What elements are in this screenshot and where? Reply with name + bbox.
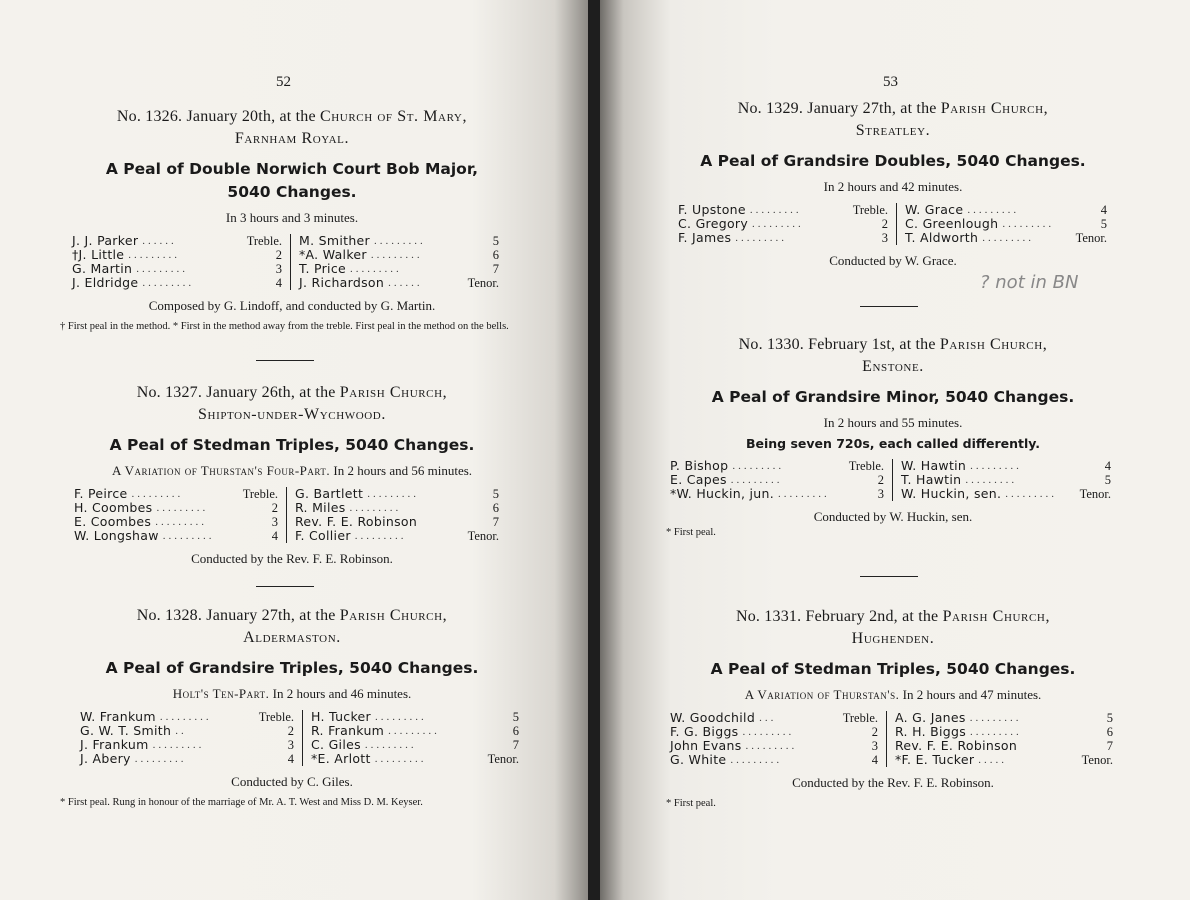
ringer-name: W. Frankum [80,709,156,724]
ringer-row: W. Longshaw ......... 4 [74,528,278,543]
ringer-row: R. H. Biggs ......... 6 [895,724,1113,739]
bell-number: Treble. [842,711,878,725]
ringer-name: J. J. Parker [72,233,139,248]
peal-title: A Peal of Grandsire Triples, 5040 Changes. [105,659,479,677]
ringer-name: J. Eldridge [72,275,139,290]
ringer-row: W. Huckin, sen. ......... Tenor. [901,486,1111,501]
ringer-name: W. Grace [905,202,964,217]
band-table [666,711,1120,767]
band-column-left [670,711,887,767]
page-number: 53 [883,74,898,90]
ringer-name: J. Frankum [80,737,149,752]
peal-date: No. 1331. February 2nd, at the [735,608,943,625]
peal-title [60,158,524,204]
ringer-name: J. Richardson [299,275,385,290]
ringer-row: F. G. Biggs ......... 2 [670,724,878,739]
peal-duration: In 2 hours and 42 minutes. [823,179,963,194]
band-column-right [897,203,1107,245]
ringer-name: *W. Huckin, jun. [670,486,774,501]
ringer-name: John Evans [670,738,742,753]
bell-number: 5 [492,487,499,501]
section-divider [860,306,918,307]
ringer-row: G. Martin ......... 3 [72,261,282,276]
duration-text: In 2 hours and 56 minutes. [330,463,473,478]
ringer-row: *A. Walker ......... 6 [299,247,499,262]
ringer-row [295,515,499,529]
band-table [60,710,524,766]
ringer-name: F. James [678,230,732,245]
bell-number: 5 [512,710,519,724]
conducted-by: Composed by G. Lindoff, and conducted by G. Martin. [148,298,436,313]
bell-number: 2 [881,217,888,231]
ringer-name: †J. Little [72,247,125,262]
ringer-row: F. James ......... 3 [678,230,888,245]
ringer-name: G. Bartlett [295,486,364,501]
church-name: Parish Church, [339,384,448,401]
bell-number: Treble. [852,203,888,217]
composition-name: A Variation of Thurstan's. [744,687,900,702]
ringer-row: J. Richardson ...... Tenor. [299,275,499,290]
footnote: * First peal. [666,798,716,809]
ringer-row: J. Eldridge ......... 4 [72,275,282,290]
section-divider [860,576,918,577]
ringer-row: R. Frankum ......... 6 [311,723,519,738]
bell-number: 5 [1100,217,1107,231]
ringer-name: G. Martin [72,261,133,276]
left-page [0,0,590,900]
band-column-right [887,711,1113,767]
church-name: Parish Church, [940,100,1049,117]
ringer-row: *E. Arlott ......... Tenor. [311,751,519,766]
section-divider [256,360,314,361]
ringer-row: J. Abery ......... 4 [80,751,294,766]
conducted-by: Conducted by W. Huckin, sen. [813,509,973,524]
bell-number: 4 [1100,203,1107,217]
ringer-name: F. Collier [295,528,351,543]
duration-text: In 2 hours and 47 minutes. [899,687,1042,702]
bell-number: 5 [1106,711,1113,725]
ringer-row: R. Miles ......... 6 [295,500,499,515]
ringer-row: F. Peirce ......... Treble. [74,486,278,501]
church-name: Church of St. Mary, [319,108,468,125]
ringer-row: E. Coombes ......... 3 [74,514,278,529]
band-table [666,203,1120,245]
band-column-left [80,710,303,766]
ringer-name: H. Coombes [74,500,153,515]
band-column-left [74,487,287,543]
peal-date: No. 1330. February 1st, at the [738,336,940,353]
bell-number: 6 [1106,725,1113,739]
peal-record-1331 [666,606,1120,810]
bell-number: Treble. [258,710,294,724]
page-number: 52 [276,74,291,90]
ringer-row: G. W. T. Smith .. 2 [80,723,294,738]
bell-number: 6 [512,724,519,738]
peal-heading [666,606,1120,650]
peal-record-1328 [60,605,524,809]
peal-title: A Peal of Grandsire Doubles, 5040 Changes. [700,152,1086,170]
bell-number: 2 [275,248,282,262]
band-table [60,487,524,543]
peal-heading [60,106,524,150]
peal-duration [666,687,1120,703]
composition-name: A Variation of Thurstan's Four-Part. [111,463,331,478]
ringer-name: J. Abery [80,751,131,766]
peal-title-line: A Peal of Double Norwich Court Bob Major, [105,160,479,178]
ringer-name: G. White [670,752,727,767]
ringer-name: C. Greenlough [905,216,999,231]
ringer-row: H. Coombes ......... 2 [74,500,278,515]
ringer-row: W. Grace ......... 4 [905,202,1107,217]
bell-number: 5 [1104,473,1111,487]
bell-number: 4 [271,529,278,543]
ringer-name: *E. Arlott [311,751,371,766]
bell-number: Tenor. [1075,231,1107,245]
ringer-name: Rev. F. E. Robinson [895,738,1018,753]
footnote: * First peal. Rung in honour of the marriage of Mr. A. T. West and Miss D. M. Keyser. [60,797,423,808]
bell-number: 2 [877,473,884,487]
bell-number: 6 [492,501,499,515]
ringer-name: F. Upstone [678,202,746,217]
conducted-by: Conducted by the Rev. F. E. Robinson. [191,551,393,566]
peal-heading [60,382,524,426]
ringer-row: F. Collier ......... Tenor. [295,528,499,543]
band-column-right [291,234,499,290]
peal-heading [666,98,1120,142]
ringer-row: *F. E. Tucker ..... Tenor. [895,752,1113,767]
ringer-name: M. Smither [299,233,370,248]
bell-number: Treble. [848,459,884,473]
bell-number: 7 [492,515,499,529]
peal-date: No. 1326. January 20th, at the [116,108,320,125]
ringer-row: T. Hawtin ......... 5 [901,472,1111,487]
ringer-row: John Evans ......... 3 [670,738,878,753]
ringer-row: W. Frankum ......... Treble. [80,709,294,724]
ringer-name: G. W. T. Smith [80,723,172,738]
handwritten-note: ? not in BN [980,272,1079,293]
composition-name: Holt's Ten-Part. [172,686,270,701]
band-column-right [287,487,499,543]
bell-number: 3 [877,487,884,501]
peal-date: No. 1329. January 27th, at the [737,100,941,117]
church-name: Parish Church, [339,607,448,624]
bell-number: 7 [1106,739,1113,753]
right-page [600,0,1190,900]
peal-duration [60,463,524,479]
bell-number: 2 [871,725,878,739]
ringer-row: A. G. Janes ......... 5 [895,710,1113,725]
band-column-left [72,234,291,290]
ringer-row: F. Upstone ......... Treble. [678,202,888,217]
church-name: Parish Church, [939,336,1048,353]
ringer-name: R. Miles [295,500,346,515]
bell-number: 4 [871,753,878,767]
conducted-by: Conducted by C. Giles. [231,774,353,789]
ringer-name: *A. Walker [299,247,367,262]
bell-number: 4 [1104,459,1111,473]
peal-record-1327 [60,382,524,567]
ringer-row: T. Price ......... 7 [299,261,499,276]
bell-number: Tenor. [467,276,499,290]
ringer-name: E. Coombes [74,514,152,529]
peal-note: Being seven 720s, each called differently. [745,436,1041,451]
ringer-name: R. Frankum [311,723,385,738]
ringer-name: R. H. Biggs [895,724,967,739]
ringer-name: H. Tucker [311,709,371,724]
ringer-name: C. Giles [311,737,361,752]
bell-number: 3 [271,515,278,529]
ringer-name: F. G. Biggs [670,724,739,739]
ringer-name: A. G. Janes [895,710,966,725]
band-table [666,459,1120,501]
bell-number: 2 [287,724,294,738]
ringer-row [895,739,1113,753]
band-table [60,234,524,290]
bell-number: 6 [492,248,499,262]
bell-number: 3 [287,738,294,752]
ringer-row: J. J. Parker ...... Treble. [72,233,282,248]
bell-number: Treble. [242,487,278,501]
peal-date: No. 1328. January 27th, at the [136,607,340,624]
ringer-name: F. Peirce [74,486,128,501]
conducted-by: Conducted by the Rev. F. E. Robinson. [792,775,994,790]
ringer-row: P. Bishop ......... Treble. [670,458,884,473]
ringer-row: C. Gregory ......... 2 [678,216,888,231]
section-divider [256,586,314,587]
ringer-name: W. Huckin, sen. [901,486,1002,501]
ringer-name: Rev. F. E. Robinson [295,514,418,529]
ringer-name: T. Aldworth [905,230,979,245]
ringer-row: C. Giles ......... 7 [311,737,519,752]
footnote: * First peal. [666,527,716,538]
ringer-row: W. Hawtin ......... 4 [901,458,1111,473]
footnote: † First peal in the method. * First in the method away from the treble. First peal in the method on the bells. [60,321,509,332]
peal-date: No. 1327. January 26th, at the [136,384,340,401]
bell-number: 3 [275,262,282,276]
ringer-row: †J. Little ......... 2 [72,247,282,262]
ringer-name: W. Hawtin [901,458,967,473]
place-name: Shipton-under-Wychwood. [198,406,386,423]
peal-title: A Peal of Grandsire Minor, 5040 Changes. [711,388,1075,406]
ringer-row: G. White ......... 4 [670,752,878,767]
band-column-left [670,459,893,501]
ringer-row: M. Smither ......... 5 [299,233,499,248]
ringer-row: H. Tucker ......... 5 [311,709,519,724]
ringer-row: C. Greenlough ......... 5 [905,216,1107,231]
place-name: Streatley. [855,122,931,139]
peal-title-line: 5040 Changes. [227,183,357,201]
peal-duration: In 2 hours and 55 minutes. [823,415,963,430]
ringer-name: P. Bishop [670,458,729,473]
peal-record-1329 [666,98,1120,269]
bell-number: Tenor. [1081,753,1113,767]
bell-number: Treble. [246,234,282,248]
ringer-row: J. Frankum ......... 3 [80,737,294,752]
peal-duration: In 3 hours and 3 minutes. [225,210,359,225]
ringer-row: E. Capes ......... 2 [670,472,884,487]
bell-number: Tenor. [1079,487,1111,501]
bell-number: 7 [512,738,519,752]
church-name: Parish Church, [942,608,1051,625]
bell-number: 2 [271,501,278,515]
band-column-right [303,710,519,766]
bell-number: 5 [492,234,499,248]
ringer-name: E. Capes [670,472,727,487]
ringer-name: C. Gregory [678,216,749,231]
duration-text: In 2 hours and 46 minutes. [269,686,412,701]
ringer-name: W. Longshaw [74,528,159,543]
peal-record-1330 [666,334,1120,539]
place-name: Enstone. [862,358,924,375]
ringer-row: G. Bartlett ......... 5 [295,486,499,501]
ringer-name: T. Price [299,261,346,276]
bell-number: 4 [287,752,294,766]
band-column-left [678,203,897,245]
peal-heading [60,605,524,649]
bell-number: 3 [871,739,878,753]
place-name: Hughenden. [851,630,935,647]
peal-duration [60,686,524,702]
ringer-row: *W. Huckin, jun. ......... 3 [670,486,884,501]
peal-title: A Peal of Stedman Triples, 5040 Changes. [109,436,475,454]
ringer-name: T. Hawtin [901,472,962,487]
peal-heading [666,334,1120,378]
ringer-row: T. Aldworth ......... Tenor. [905,230,1107,245]
band-column-right [893,459,1111,501]
place-name: Farnham Royal. [234,130,350,147]
peal-title: A Peal of Stedman Triples, 5040 Changes. [710,660,1076,678]
bell-number: Tenor. [467,529,499,543]
peal-record-1326 [60,106,524,333]
bell-number: Tenor. [487,752,519,766]
place-name: Aldermaston. [243,629,341,646]
ringer-row: W. Goodchild ... Treble. [670,710,878,725]
ringer-name: W. Goodchild [670,710,756,725]
ringer-name: *F. E. Tucker [895,752,975,767]
bell-number: 7 [492,262,499,276]
bell-number: 4 [275,276,282,290]
bell-number: 3 [881,231,888,245]
conducted-by: Conducted by W. Grace. [829,253,957,268]
